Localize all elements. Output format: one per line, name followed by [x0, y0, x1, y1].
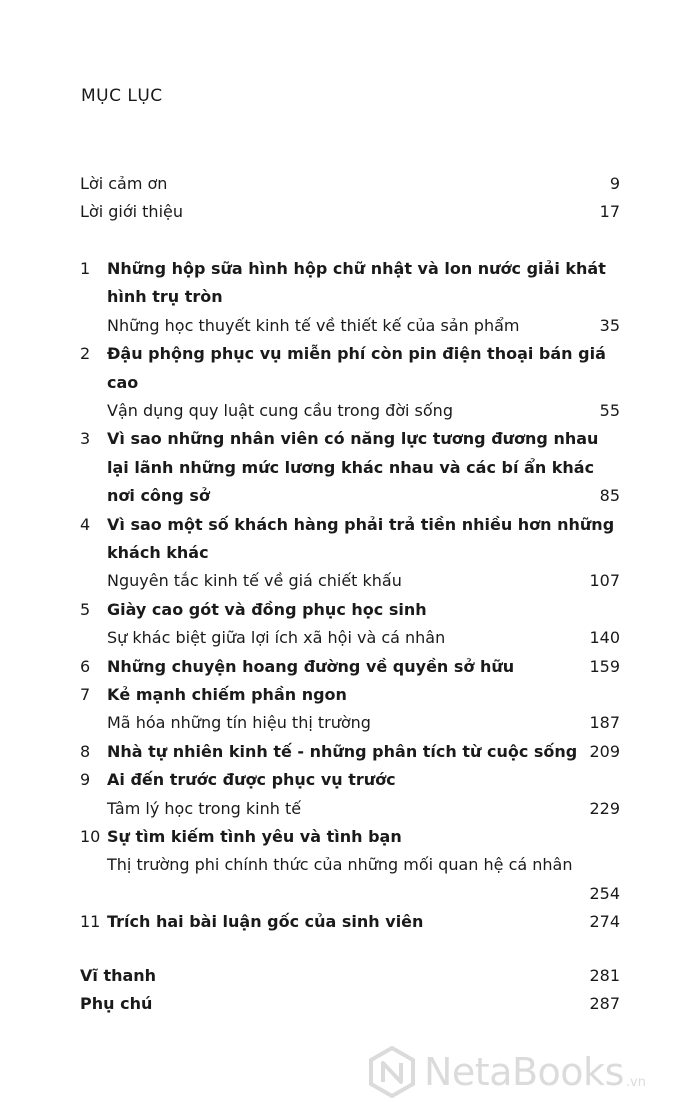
chapter-title-line — [0, 738, 700, 766]
toc-entry — [0, 198, 700, 226]
chapter-subtitle: Những học thuyết kinh tế về thiết kế của sản phẩm — [107, 315, 520, 335]
chapter-number: 4 — [80, 514, 91, 534]
chapter-page: 209 — [589, 741, 620, 761]
chapter-number: 7 — [80, 685, 91, 704]
chapter-subtitle-line — [0, 312, 700, 340]
chapter-title: lại lãnh những mức lương khác nhau và các bí ẩn khác — [107, 457, 595, 477]
chapter-page: 55 — [599, 401, 620, 420]
chapter-page: 107 — [589, 571, 620, 591]
chapter-subtitle: Tâm lý học trong kinh tế — [107, 798, 302, 818]
watermark — [368, 1042, 646, 1102]
chapter-title: Kẻ mạnh chiếm phần ngon — [107, 685, 347, 704]
chapter-page: 85 — [599, 486, 620, 506]
chapter-subtitle-line — [0, 624, 700, 652]
chapter-title-line — [0, 596, 700, 624]
chapter-page: 274 — [589, 912, 620, 932]
chapter-title: Vì sao một số khách hàng phải trả tiền nhiều hơn những — [107, 514, 615, 534]
chapter-page: 229 — [589, 798, 620, 818]
chapter-title: Giày cao gót và đồng phục học sinh — [107, 599, 427, 619]
chapter-title: khách khác — [107, 543, 209, 562]
chapter-number: 6 — [80, 656, 91, 676]
page-title: MỤC LỤC — [81, 86, 163, 106]
chapter-subtitle: Thị trường phi chính thức của những mối quan hệ cá nhân — [107, 855, 573, 875]
chapter-subtitle-line — [0, 709, 700, 737]
entry-page: 9 — [609, 174, 620, 193]
chapter-title-line — [0, 539, 700, 567]
chapter-subtitle: Nguyên tắc kinh tế về giá chiết khấu — [107, 571, 402, 591]
chapter-title-line — [0, 482, 700, 510]
chapter-number: 2 — [80, 344, 91, 364]
chapter-title-line — [0, 283, 700, 311]
chapter-number: 11 — [80, 912, 101, 932]
chapter-subtitle: Sự khác biệt giữa lợi ích xã hội và cá nhân — [107, 628, 446, 648]
entry-title: Lời giới thiệu — [80, 202, 183, 222]
entry-title: Lời cảm ơn — [80, 174, 168, 193]
chapter-title: Ai đến trước được phục vụ trước — [107, 770, 396, 790]
chapter-title-line — [0, 908, 700, 936]
chapter-number: 3 — [80, 429, 91, 449]
chapter-subtitle: Mã hóa những tín hiệu thị trường — [107, 713, 371, 733]
chapter-number: 10 — [80, 827, 101, 846]
chapter-number: 5 — [80, 599, 91, 619]
chapter-subtitle-line — [0, 567, 700, 595]
entry-page: 17 — [599, 202, 620, 222]
chapter-title: Những chuyện hoang đường về quyền sở hữu — [107, 656, 515, 676]
watermark-text: NetaBooks — [424, 1050, 624, 1094]
toc-entry — [0, 170, 700, 198]
chapter-page: 254 — [589, 883, 620, 903]
chapter-subtitle-line — [0, 880, 700, 908]
chapter-title: Vì sao những nhân viên có năng lực tương đương nhau — [107, 429, 599, 449]
netabooks-logo-icon — [368, 1046, 416, 1098]
chapter-page: 187 — [589, 713, 620, 733]
chapter-page: 159 — [589, 656, 620, 676]
chapter-title-line — [0, 823, 700, 851]
chapter-title-line — [0, 766, 700, 794]
chapter-number: 9 — [80, 770, 91, 790]
chapter-title-line — [0, 653, 700, 681]
chapter-title: Sự tìm kiếm tình yêu và tình bạn — [107, 827, 402, 846]
chapter-title: nơi công sở — [107, 486, 210, 506]
chapter-title-line — [0, 340, 700, 368]
chapter-title: Nhà tự nhiên kinh tế - những phân tích từ cuộc sống — [107, 741, 578, 761]
chapter-title-line — [0, 255, 700, 283]
chapter-title: Trích hai bài luận gốc của sinh viên — [107, 912, 424, 932]
chapter-title: hình trụ tròn — [107, 287, 223, 307]
entry-title: Vĩ thanh — [80, 966, 157, 985]
entry-page: 281 — [589, 966, 620, 985]
chapter-title-line — [0, 369, 700, 397]
chapter-title: Những hộp sữa hình hộp chữ nhật và lon nước giải khát — [107, 259, 606, 278]
chapter-title: cao — [107, 372, 139, 392]
toc-entry — [0, 962, 700, 990]
chapter-title: Đậu phộng phục vụ miễn phí còn pin điện thoại bán giá — [107, 344, 606, 364]
toc-entry — [0, 990, 700, 1018]
chapter-page: 140 — [589, 628, 620, 648]
chapter-subtitle-line — [0, 795, 700, 823]
chapter-subtitle-line — [0, 397, 700, 425]
chapter-page: 35 — [599, 315, 620, 335]
chapter-title-line — [0, 454, 700, 482]
chapter-subtitle-line — [0, 851, 700, 879]
chapter-number: 8 — [80, 741, 91, 761]
entry-title: Phụ chú — [80, 994, 153, 1014]
watermark-suffix: .vn — [625, 1075, 646, 1090]
chapter-title-line — [0, 511, 700, 539]
entry-page: 287 — [589, 994, 620, 1014]
chapter-title-line — [0, 425, 700, 453]
chapter-title-line — [0, 681, 700, 709]
chapter-subtitle: Vận dụng quy luật cung cầu trong đời sống — [107, 401, 453, 420]
chapter-number: 1 — [80, 259, 91, 278]
